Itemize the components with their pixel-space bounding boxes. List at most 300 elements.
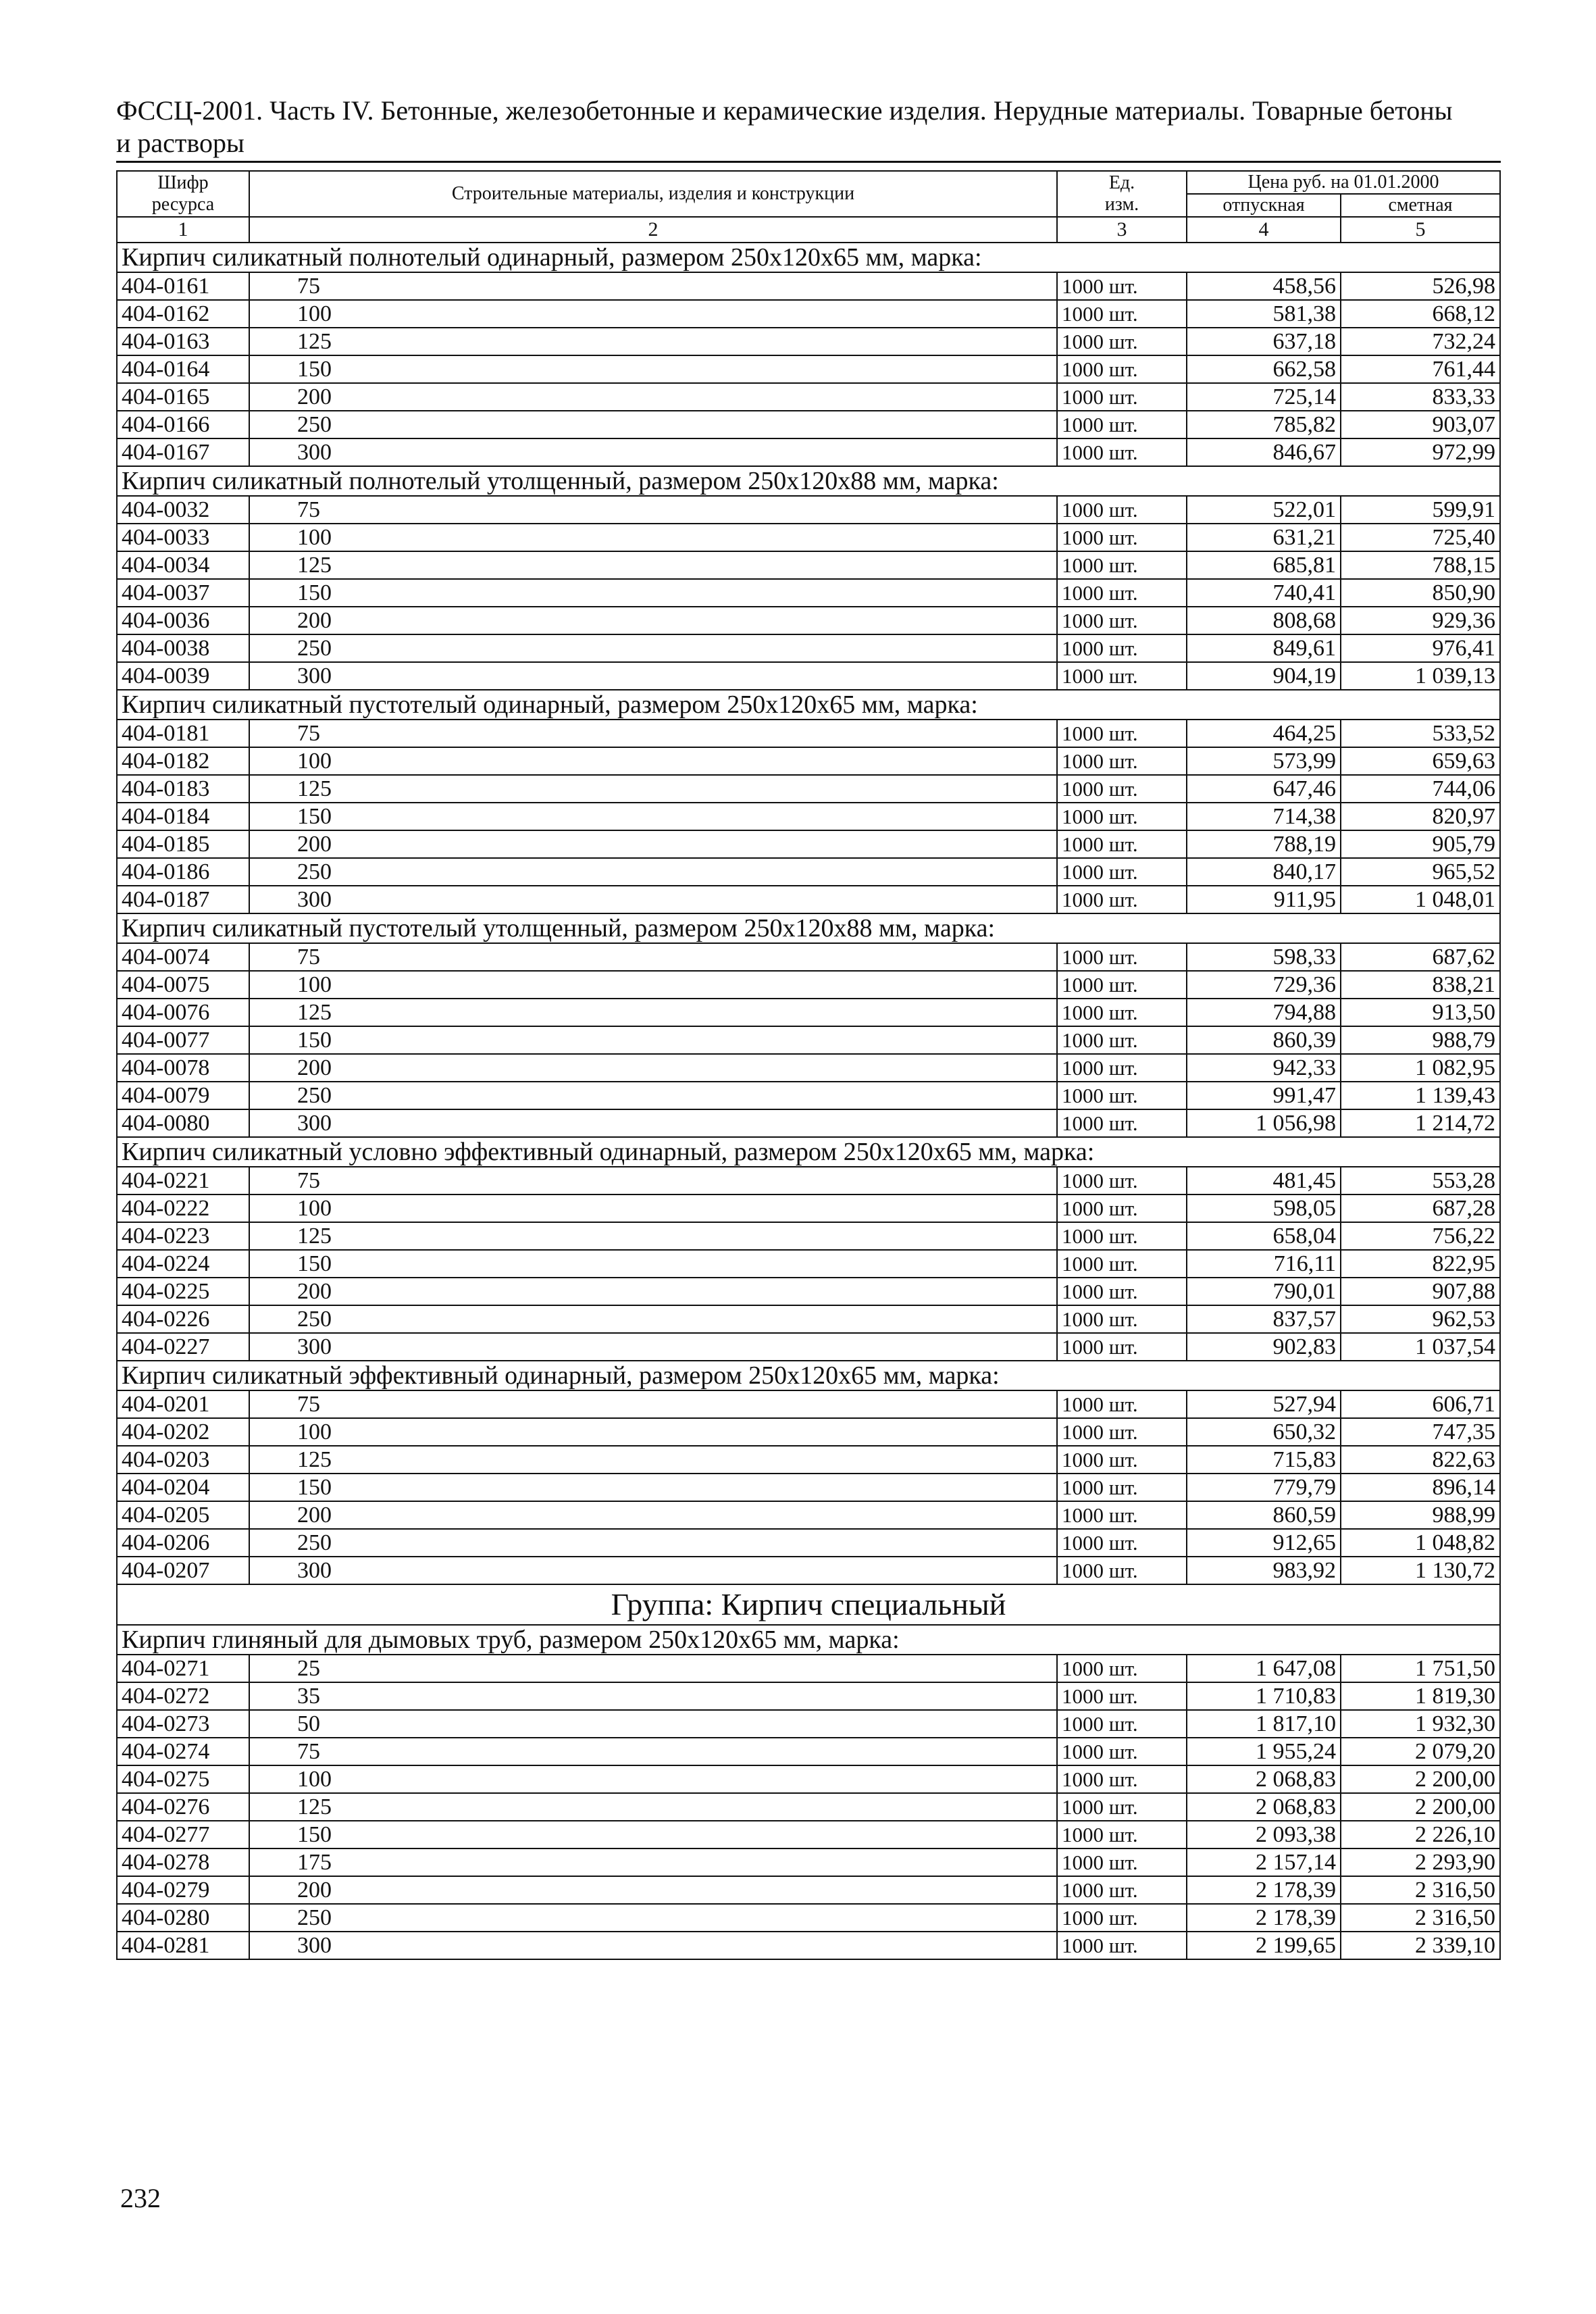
- release-price-cell: 658,04: [1187, 1222, 1341, 1250]
- estimate-price-cell: 822,95: [1341, 1250, 1500, 1278]
- release-price-cell: 481,45: [1187, 1167, 1341, 1194]
- unit-cell: 1000 шт.: [1057, 355, 1187, 383]
- resource-code-cell: 404-0204: [117, 1474, 249, 1501]
- resource-code-cell: 404-0036: [117, 607, 249, 634]
- grade-cell: 25: [249, 1655, 1057, 1682]
- resource-code-cell: 404-0273: [117, 1710, 249, 1738]
- estimate-price-cell: 668,12: [1341, 300, 1500, 328]
- resource-code-cell: 404-0221: [117, 1167, 249, 1194]
- column-number: 5: [1341, 217, 1500, 243]
- resource-code-cell: 404-0203: [117, 1446, 249, 1474]
- header-price-cell: Цена руб. на 01.01.2000: [1187, 171, 1500, 194]
- table-row: [117, 1932, 1500, 1959]
- estimate-price-cell: 687,28: [1341, 1194, 1500, 1222]
- page-header-line2: и растворы: [116, 128, 244, 158]
- release-price-cell: 911,95: [1187, 886, 1341, 913]
- release-price-cell: 779,79: [1187, 1474, 1341, 1501]
- resource-code-cell: 404-0225: [117, 1278, 249, 1305]
- unit-cell: 1000 шт.: [1057, 1194, 1187, 1222]
- grade-cell: 75: [249, 1167, 1057, 1194]
- table-row: [117, 886, 1500, 913]
- table-row: [117, 1876, 1500, 1904]
- unit-cell: 1000 шт.: [1057, 1474, 1187, 1501]
- estimate-price-cell: 1 932,30: [1341, 1710, 1500, 1738]
- table-body: [117, 243, 1500, 1959]
- resource-code-cell: 404-0187: [117, 886, 249, 913]
- section-heading-row: [117, 690, 1500, 720]
- table-row: [117, 747, 1500, 775]
- resource-code-cell: 404-0032: [117, 496, 249, 524]
- resource-code-cell: 404-0207: [117, 1557, 249, 1584]
- unit-cell: 1000 шт.: [1057, 1765, 1187, 1793]
- resource-code-cell: 404-0038: [117, 634, 249, 662]
- header-release-cell: отпускная: [1187, 194, 1341, 217]
- unit-cell: 1000 шт.: [1057, 1333, 1187, 1361]
- table-row: [117, 1446, 1500, 1474]
- section-heading: Кирпич силикатный пустотелый утолщенный, размером 250х120х88 мм, марка:: [117, 913, 1500, 943]
- grade-cell: 35: [249, 1682, 1057, 1710]
- resource-code-cell: 404-0205: [117, 1501, 249, 1529]
- unit-cell: 1000 шт.: [1057, 775, 1187, 803]
- resource-code-cell: 404-0183: [117, 775, 249, 803]
- grade-cell: 300: [249, 886, 1057, 913]
- table-row: [117, 607, 1500, 634]
- page-number: 232: [120, 2183, 161, 2213]
- table-row: [117, 720, 1500, 747]
- grade-cell: 75: [249, 496, 1057, 524]
- table-row: [117, 1109, 1500, 1137]
- grade-cell: 250: [249, 1529, 1057, 1557]
- resource-code-cell: 404-0186: [117, 858, 249, 886]
- unit-cell: 1000 шт.: [1057, 803, 1187, 830]
- unit-cell: 1000 шт.: [1057, 1557, 1187, 1584]
- grade-cell: 175: [249, 1848, 1057, 1876]
- estimate-price-cell: 976,41: [1341, 634, 1500, 662]
- unit-cell: 1000 шт.: [1057, 1054, 1187, 1082]
- estimate-price-cell: 907,88: [1341, 1278, 1500, 1305]
- release-price-cell: 860,59: [1187, 1501, 1341, 1529]
- estimate-price-cell: 972,99: [1341, 438, 1500, 466]
- section-heading-row: [117, 466, 1500, 496]
- release-price-cell: 581,38: [1187, 300, 1341, 328]
- resource-code-cell: 404-0075: [117, 971, 249, 999]
- unit-cell: 1000 шт.: [1057, 1529, 1187, 1557]
- estimate-price-cell: 2 200,00: [1341, 1765, 1500, 1793]
- estimate-price-cell: 988,99: [1341, 1501, 1500, 1529]
- grade-cell: 300: [249, 1557, 1057, 1584]
- resource-code-cell: 404-0202: [117, 1418, 249, 1446]
- estimate-price-cell: 965,52: [1341, 858, 1500, 886]
- release-price-cell: 631,21: [1187, 524, 1341, 551]
- resource-code-cell: 404-0076: [117, 999, 249, 1026]
- estimate-price-cell: 533,52: [1341, 720, 1500, 747]
- grade-cell: 250: [249, 634, 1057, 662]
- grade-cell: 75: [249, 272, 1057, 300]
- release-price-cell: 729,36: [1187, 971, 1341, 999]
- unit-cell: 1000 шт.: [1057, 1710, 1187, 1738]
- estimate-price-cell: 820,97: [1341, 803, 1500, 830]
- grade-cell: 150: [249, 1821, 1057, 1848]
- grade-cell: 200: [249, 383, 1057, 411]
- grade-cell: 300: [249, 1333, 1057, 1361]
- release-price-cell: 2 199,65: [1187, 1932, 1341, 1959]
- table-row: [117, 803, 1500, 830]
- unit-cell: 1000 шт.: [1057, 1932, 1187, 1959]
- grade-cell: 50: [249, 1710, 1057, 1738]
- section-heading: Кирпич силикатный пустотелый одинарный, размером 250х120х65 мм, марка:: [117, 690, 1500, 720]
- release-price-cell: 716,11: [1187, 1250, 1341, 1278]
- table-row: [117, 524, 1500, 551]
- release-price-cell: 650,32: [1187, 1418, 1341, 1446]
- grade-cell: 100: [249, 1765, 1057, 1793]
- estimate-price-cell: 962,53: [1341, 1305, 1500, 1333]
- grade-cell: 75: [249, 720, 1057, 747]
- estimate-price-cell: 833,33: [1341, 383, 1500, 411]
- resource-code-cell: 404-0165: [117, 383, 249, 411]
- unit-cell: 1000 шт.: [1057, 438, 1187, 466]
- table-row: [117, 1793, 1500, 1821]
- section-heading: Кирпич глиняный для дымовых труб, размером 250х120х65 мм, марка:: [117, 1625, 1500, 1655]
- release-price-cell: 1 056,98: [1187, 1109, 1341, 1137]
- unit-cell: 1000 шт.: [1057, 1390, 1187, 1418]
- unit-cell: 1000 шт.: [1057, 1655, 1187, 1682]
- unit-cell: 1000 шт.: [1057, 607, 1187, 634]
- column-number: 4: [1187, 217, 1341, 243]
- unit-cell: 1000 шт.: [1057, 496, 1187, 524]
- page-header: [116, 95, 1501, 159]
- grade-cell: 250: [249, 858, 1057, 886]
- grade-cell: 125: [249, 1222, 1057, 1250]
- grade-cell: 150: [249, 579, 1057, 607]
- resource-code-cell: 404-0185: [117, 830, 249, 858]
- release-price-cell: 598,33: [1187, 943, 1341, 971]
- unit-cell: 1000 шт.: [1057, 858, 1187, 886]
- price-table: [116, 170, 1501, 1960]
- release-price-cell: 983,92: [1187, 1557, 1341, 1584]
- estimate-price-cell: 2 316,50: [1341, 1876, 1500, 1904]
- release-price-cell: 2 068,83: [1187, 1793, 1341, 1821]
- resource-code-cell: 404-0224: [117, 1250, 249, 1278]
- release-price-cell: 2 178,39: [1187, 1904, 1341, 1932]
- unit-cell: 1000 шт.: [1057, 328, 1187, 355]
- resource-code-cell: 404-0223: [117, 1222, 249, 1250]
- resource-code-cell: 404-0162: [117, 300, 249, 328]
- unit-cell: 1000 шт.: [1057, 1848, 1187, 1876]
- resource-code-cell: 404-0079: [117, 1082, 249, 1109]
- grade-cell: 125: [249, 328, 1057, 355]
- resource-code-cell: 404-0277: [117, 1821, 249, 1848]
- table-row: [117, 943, 1500, 971]
- release-price-cell: 991,47: [1187, 1082, 1341, 1109]
- estimate-price-cell: 526,98: [1341, 272, 1500, 300]
- unit-cell: 1000 шт.: [1057, 1222, 1187, 1250]
- header-rule: [116, 161, 1501, 163]
- release-price-cell: 1 955,24: [1187, 1738, 1341, 1765]
- section-heading-row: [117, 913, 1500, 943]
- estimate-price-cell: 2 226,10: [1341, 1821, 1500, 1848]
- resource-code-cell: 404-0206: [117, 1529, 249, 1557]
- release-price-cell: 2 093,38: [1187, 1821, 1341, 1848]
- resource-code-cell: 404-0227: [117, 1333, 249, 1361]
- grade-cell: 200: [249, 1501, 1057, 1529]
- release-price-cell: 849,61: [1187, 634, 1341, 662]
- estimate-price-cell: 1 130,72: [1341, 1557, 1500, 1584]
- table-row: [117, 1222, 1500, 1250]
- release-price-cell: 573,99: [1187, 747, 1341, 775]
- estimate-price-cell: 1 048,82: [1341, 1529, 1500, 1557]
- table-row: [117, 1738, 1500, 1765]
- unit-cell: 1000 шт.: [1057, 662, 1187, 690]
- grade-cell: 200: [249, 830, 1057, 858]
- unit-cell: 1000 шт.: [1057, 1821, 1187, 1848]
- release-price-cell: 464,25: [1187, 720, 1341, 747]
- grade-cell: 250: [249, 1904, 1057, 1932]
- unit-cell: 1000 шт.: [1057, 579, 1187, 607]
- estimate-price-cell: 756,22: [1341, 1222, 1500, 1250]
- estimate-price-cell: 732,24: [1341, 328, 1500, 355]
- release-price-cell: 837,57: [1187, 1305, 1341, 1333]
- grade-cell: 100: [249, 747, 1057, 775]
- resource-code-cell: 404-0161: [117, 272, 249, 300]
- estimate-price-cell: 838,21: [1341, 971, 1500, 999]
- resource-code-cell: 404-0278: [117, 1848, 249, 1876]
- table-row: [117, 1194, 1500, 1222]
- release-price-cell: 788,19: [1187, 830, 1341, 858]
- resource-code-cell: 404-0039: [117, 662, 249, 690]
- grade-cell: 200: [249, 607, 1057, 634]
- unit-cell: 1000 шт.: [1057, 999, 1187, 1026]
- release-price-cell: 808,68: [1187, 607, 1341, 634]
- grade-cell: 100: [249, 300, 1057, 328]
- header-unit-label-1: Ед.: [1108, 172, 1135, 193]
- estimate-price-cell: 1 214,72: [1341, 1109, 1500, 1137]
- release-price-cell: 685,81: [1187, 551, 1341, 579]
- resource-code-cell: 404-0182: [117, 747, 249, 775]
- unit-cell: 1000 шт.: [1057, 551, 1187, 579]
- grade-cell: 75: [249, 943, 1057, 971]
- estimate-price-cell: 2 339,10: [1341, 1932, 1500, 1959]
- grade-cell: 200: [249, 1278, 1057, 1305]
- release-price-cell: 715,83: [1187, 1446, 1341, 1474]
- grade-cell: 300: [249, 438, 1057, 466]
- unit-cell: 1000 шт.: [1057, 383, 1187, 411]
- unit-cell: 1000 шт.: [1057, 720, 1187, 747]
- estimate-price-cell: 988,79: [1341, 1026, 1500, 1054]
- table-row: [117, 971, 1500, 999]
- estimate-price-cell: 1 048,01: [1341, 886, 1500, 913]
- table-row: [117, 1333, 1500, 1361]
- release-price-cell: 2 178,39: [1187, 1876, 1341, 1904]
- resource-code-cell: 404-0272: [117, 1682, 249, 1710]
- column-number-row: [117, 217, 1500, 243]
- release-price-cell: 942,33: [1187, 1054, 1341, 1082]
- estimate-price-cell: 1 037,54: [1341, 1333, 1500, 1361]
- estimate-price-cell: 905,79: [1341, 830, 1500, 858]
- release-price-cell: 785,82: [1187, 411, 1341, 438]
- release-price-cell: 637,18: [1187, 328, 1341, 355]
- table-row: [117, 1765, 1500, 1793]
- table-row: [117, 858, 1500, 886]
- group-heading-row: [117, 1584, 1500, 1625]
- unit-cell: 1000 шт.: [1057, 971, 1187, 999]
- release-price-cell: 840,17: [1187, 858, 1341, 886]
- grade-cell: 150: [249, 1250, 1057, 1278]
- unit-cell: 1000 шт.: [1057, 886, 1187, 913]
- table-row: [117, 551, 1500, 579]
- unit-cell: 1000 шт.: [1057, 1904, 1187, 1932]
- grade-cell: 75: [249, 1390, 1057, 1418]
- header-unit-cell: [1057, 171, 1187, 217]
- release-price-cell: 458,56: [1187, 272, 1341, 300]
- resource-code-cell: 404-0275: [117, 1765, 249, 1793]
- unit-cell: 1000 шт.: [1057, 272, 1187, 300]
- resource-code-cell: 404-0164: [117, 355, 249, 383]
- release-price-cell: 2 157,14: [1187, 1848, 1341, 1876]
- unit-cell: 1000 шт.: [1057, 1082, 1187, 1109]
- grade-cell: 200: [249, 1054, 1057, 1082]
- column-number: 3: [1057, 217, 1187, 243]
- unit-cell: 1000 шт.: [1057, 1250, 1187, 1278]
- estimate-price-cell: 2 316,50: [1341, 1904, 1500, 1932]
- table-row: [117, 1026, 1500, 1054]
- table-row: [117, 1054, 1500, 1082]
- table-row: [117, 1529, 1500, 1557]
- table-row: [117, 1655, 1500, 1682]
- estimate-price-cell: 744,06: [1341, 775, 1500, 803]
- grade-cell: 250: [249, 411, 1057, 438]
- resource-code-cell: 404-0280: [117, 1904, 249, 1932]
- table-row: [117, 496, 1500, 524]
- resource-code-cell: 404-0201: [117, 1390, 249, 1418]
- section-heading-row: [117, 1137, 1500, 1167]
- unit-cell: 1000 шт.: [1057, 1418, 1187, 1446]
- table-row: [117, 1390, 1500, 1418]
- table-row: [117, 775, 1500, 803]
- estimate-price-cell: 913,50: [1341, 999, 1500, 1026]
- table-header-row-1: [117, 171, 1500, 194]
- grade-cell: 125: [249, 551, 1057, 579]
- table-row: [117, 383, 1500, 411]
- grade-cell: 125: [249, 1793, 1057, 1821]
- table-row: [117, 1305, 1500, 1333]
- estimate-price-cell: 2 293,90: [1341, 1848, 1500, 1876]
- grade-cell: 100: [249, 524, 1057, 551]
- table-row: [117, 1278, 1500, 1305]
- grade-cell: 100: [249, 1418, 1057, 1446]
- release-price-cell: 740,41: [1187, 579, 1341, 607]
- resource-code-cell: 404-0074: [117, 943, 249, 971]
- grade-cell: 300: [249, 1932, 1057, 1959]
- unit-cell: 1000 шт.: [1057, 1026, 1187, 1054]
- unit-cell: 1000 шт.: [1057, 1109, 1187, 1137]
- estimate-price-cell: 788,15: [1341, 551, 1500, 579]
- table-row: [117, 1250, 1500, 1278]
- resource-code-cell: 404-0222: [117, 1194, 249, 1222]
- resource-code-cell: 404-0033: [117, 524, 249, 551]
- table-row: [117, 1848, 1500, 1876]
- grade-cell: 150: [249, 1026, 1057, 1054]
- release-price-cell: 904,19: [1187, 662, 1341, 690]
- resource-code-cell: 404-0184: [117, 803, 249, 830]
- estimate-price-cell: 1 039,13: [1341, 662, 1500, 690]
- table-row: [117, 272, 1500, 300]
- table-row: [117, 1082, 1500, 1109]
- unit-cell: 1000 шт.: [1057, 524, 1187, 551]
- unit-cell: 1000 шт.: [1057, 1876, 1187, 1904]
- header-code-cell: [117, 171, 249, 217]
- header-name-cell: Строительные материалы, изделия и конструкции: [249, 171, 1057, 217]
- table-row: [117, 1682, 1500, 1710]
- resource-code-cell: 404-0226: [117, 1305, 249, 1333]
- table-row: [117, 634, 1500, 662]
- estimate-price-cell: 1 819,30: [1341, 1682, 1500, 1710]
- resource-code-cell: 404-0037: [117, 579, 249, 607]
- estimate-price-cell: 822,63: [1341, 1446, 1500, 1474]
- estimate-price-cell: 747,35: [1341, 1418, 1500, 1446]
- resource-code-cell: 404-0077: [117, 1026, 249, 1054]
- release-price-cell: 794,88: [1187, 999, 1341, 1026]
- table-row: [117, 438, 1500, 466]
- unit-cell: 1000 шт.: [1057, 1738, 1187, 1765]
- resource-code-cell: 404-0034: [117, 551, 249, 579]
- unit-cell: 1000 шт.: [1057, 634, 1187, 662]
- group-heading: Группа: Кирпич специальный: [117, 1584, 1500, 1625]
- grade-cell: 75: [249, 1738, 1057, 1765]
- unit-cell: 1000 шт.: [1057, 1446, 1187, 1474]
- table-row: [117, 328, 1500, 355]
- unit-cell: 1000 шт.: [1057, 1305, 1187, 1333]
- resource-code-cell: 404-0167: [117, 438, 249, 466]
- section-heading-row: [117, 1361, 1500, 1390]
- estimate-price-cell: 1 082,95: [1341, 1054, 1500, 1082]
- column-number: 1: [117, 217, 249, 243]
- unit-cell: 1000 шт.: [1057, 747, 1187, 775]
- release-price-cell: 527,94: [1187, 1390, 1341, 1418]
- release-price-cell: 598,05: [1187, 1194, 1341, 1222]
- resource-code-cell: 404-0276: [117, 1793, 249, 1821]
- unit-cell: 1000 шт.: [1057, 1501, 1187, 1529]
- release-price-cell: 1 710,83: [1187, 1682, 1341, 1710]
- release-price-cell: 860,39: [1187, 1026, 1341, 1054]
- grade-cell: 250: [249, 1082, 1057, 1109]
- release-price-cell: 912,65: [1187, 1529, 1341, 1557]
- estimate-price-cell: 1 139,43: [1341, 1082, 1500, 1109]
- estimate-price-cell: 2 079,20: [1341, 1738, 1500, 1765]
- table-row: [117, 1710, 1500, 1738]
- unit-cell: 1000 шт.: [1057, 1682, 1187, 1710]
- table-row: [117, 1501, 1500, 1529]
- resource-code-cell: 404-0078: [117, 1054, 249, 1082]
- estimate-price-cell: 553,28: [1341, 1167, 1500, 1194]
- section-heading: Кирпич силикатный условно эффективный одинарный, размером 250х120х65 мм, марка:: [117, 1137, 1500, 1167]
- estimate-price-cell: 599,91: [1341, 496, 1500, 524]
- grade-cell: 300: [249, 662, 1057, 690]
- table-row: [117, 300, 1500, 328]
- release-price-cell: 846,67: [1187, 438, 1341, 466]
- grade-cell: 250: [249, 1305, 1057, 1333]
- resource-code-cell: 404-0279: [117, 1876, 249, 1904]
- header-code-label-1: Шифр: [157, 172, 209, 193]
- unit-cell: 1000 шт.: [1057, 300, 1187, 328]
- estimate-price-cell: 929,36: [1341, 607, 1500, 634]
- grade-cell: 100: [249, 971, 1057, 999]
- release-price-cell: 790,01: [1187, 1278, 1341, 1305]
- release-price-cell: 2 068,83: [1187, 1765, 1341, 1793]
- table-row: [117, 1821, 1500, 1848]
- resource-code-cell: 404-0274: [117, 1738, 249, 1765]
- unit-cell: 1000 шт.: [1057, 1793, 1187, 1821]
- unit-cell: 1000 шт.: [1057, 1167, 1187, 1194]
